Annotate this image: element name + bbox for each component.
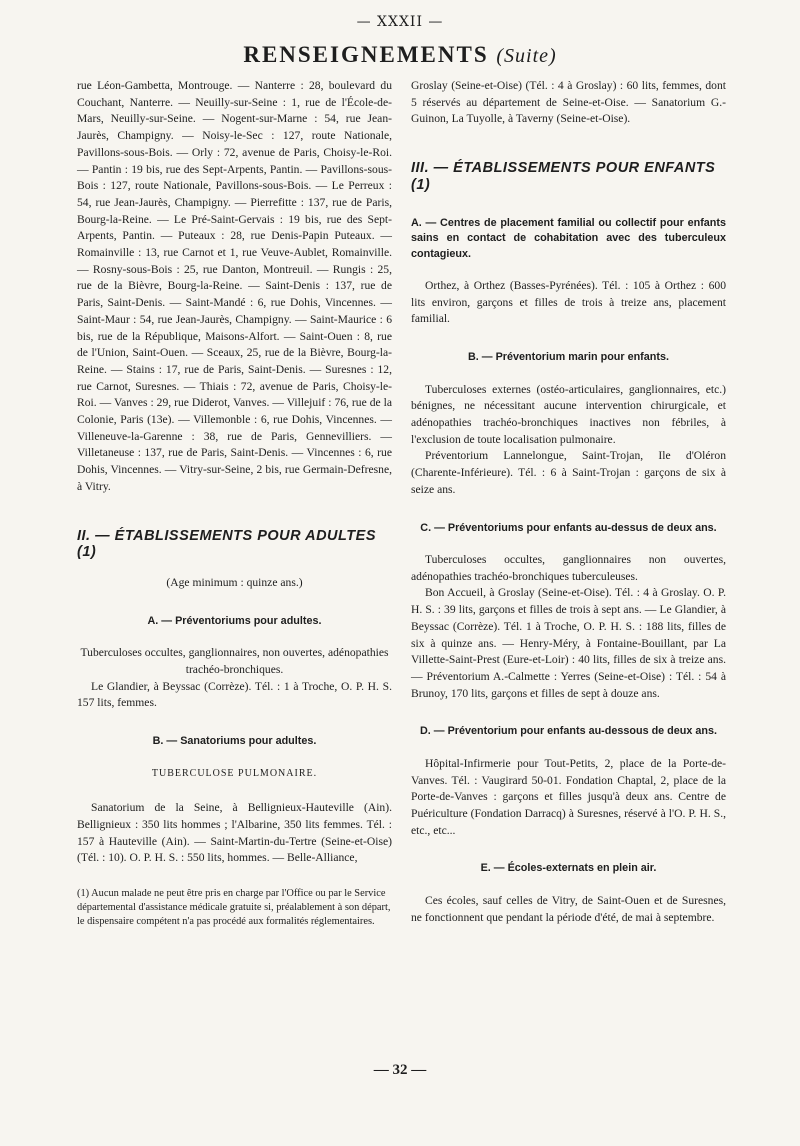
right-subsection-d-text: Hôpital-Infirmerie pour Tout-Petits, 2, place de la Porte-de-Vanves. Tél. : Vaugirard 50-01. Fondation Chaptal, 2, place de la Porte-de-Vanves : garçons et filles jusqu'à deux ans. Centre de Puériculture (Fondation Darracq) à Suresnes, réservé à l'O. P. H. S., etc., etc...	[411, 756, 726, 837]
right-subsection-b-description: Tuberculoses externes (ostéo-articulaires, ganglionnaires, etc.) bénignes, ne nécessitant aucune intervention chirurgicale, et adénopathies trachéo-bronchiques inactives non fébriles, à l'exclusion de toute localisation pulmonaire.	[411, 382, 726, 446]
right-intro-paragraph: Groslay (Seine-et-Oise) (Tél. : 4 à Groslay) : 60 lits, femmes, dont 5 réservés au département de Seine-et-Oise. — Sanatorium G.-Guinon, La Tuyolle, à Taverny (Seine-et-Oise).	[411, 79, 726, 126]
right-subsection-e-heading: E. — Écoles-externats en plein air.	[480, 862, 657, 875]
left-column	[77, 78, 392, 928]
right-subsection-b-heading: B. — Préventorium marin pour enfants.	[468, 351, 669, 364]
right-subsection-a-text: Orthez, à Orthez (Basses-Pyrénées). Tél. : 105 à Orthez : 600 lits environ, garçons et filles de trois à treize ans, placement familial.	[411, 279, 726, 326]
section-2-age: (Age minimum : quinze ans.)	[166, 575, 303, 589]
subsection-b-subtitle: TUBERCULOSE PULMONAIRE.	[151, 767, 318, 779]
right-subsection-b-item: Préventorium Lannelongue, Saint-Trojan, Ile d'Oléron (Charente-Inférieure). Tél. : 6 à Saint-Trojan : garçons de six à seize ans.	[411, 449, 726, 496]
section-2-heading: II. — ÉTABLISSEMENTS POUR ADULTES (1)	[77, 527, 376, 561]
title-suite: (Suite)	[496, 45, 557, 67]
page-title	[0, 42, 800, 68]
right-subsection-a-heading: A. — Centres de placement familial ou collectif pour enfants sains en contact de cohabitation avec des tuberculeux contagieux.	[411, 216, 726, 260]
subsection-a-description: Tuberculoses occultes, ganglionnaires, non ouvertes, adénopathies trachéo-bronchiques.	[80, 646, 389, 676]
subsection-a-item: Le Glandier, à Beyssac (Corrèze). Tél. : 1 à Troche, O. P. H. S. 157 lits, femmes.	[77, 679, 392, 710]
subsection-b-heading: B. — Sanatoriums pour adultes.	[152, 735, 317, 747]
subsection-a-heading: A. — Préventoriums pour adultes.	[147, 614, 322, 627]
page-roman-numeral: — XXXII —	[356, 14, 444, 30]
right-subsection-c-heading: C. — Préventoriums pour enfants au-dessus de deux ans.	[420, 521, 717, 534]
section-3-heading: III. — ÉTABLISSEMENTS POUR ENFANTS (1)	[411, 160, 716, 193]
left-intro-paragraph: rue Léon-Gambetta, Montrouge. — Nanterre : 28, boulevard du Couchant, Nanterre. — Neuilly-sur-Seine : 1, rue de l'École-de-Mars, Neuilly-sur-Seine. — Nogent-sur-Marne : 54, rue Jean-Jaurès, Champigny. — Noisy-le-Sec : 127, route Nationale, Pavillons-sous-Bois. — Orly : 72, avenue de Paris, Choisy-le-Roi. — Pantin : 19 bis, rue des Sept-Arpents, Pantin. — Pavillons-sous-Bois : 127, route Nationale, Pavillons-sous-Bois. — Le Perreux : 54, rue Jean-Jaurès, Champigny. — Pierrefitte : 137, rue de Paris, Bourg-la-Reine. — Le Pré-Saint-Gervais : 19 bis, rue des Sept-Arpents, Pantin. — Puteaux : 28, rue Denis-Papin Puteaux. — Romainville : 13, rue Carnot et 1, rue Veuve-Aublet, Romainville. — Rosny-sous-Bois : 25, rue Danton, Montreuil. — Rungis : 25, rue de la Bièvre, Bourg-la-Reine. — Saint-Denis : 137, rue de Paris, Saint-Denis. — Saint-Mandé : 6, rue Dohis, Vincennes. — Saint-Maur : 54, rue Jean-Jaurès, Champigny. — Saint-Maurice : 6 bis, rue de la République, Maisons-Alfort. — Saint-Ouen : 8, rue de l'Union, Saint-Ouen. — Sceaux, 25, rue de la Bièvre, Bourg-la-Reine. — Stains : 17, rue de Paris, Saint-Denis. — Suresnes : 12, rue Carnot, Suresnes. — Thiais : 72, avenue de Paris, Choisy-le-Roi. — Vanves : 29, rue Diderot, Vanves. — Villejuif : 76, rue de la Colonie, Paris (13e). — Villemonble : 6, rue Dohis, Vincennes. — Villeneuve-la-Garenne : 38, rue de Paris, Gennevilliers. — Villetaneuse : 137, rue de Paris, Saint-Denis. — Vincennes : 6, rue Dohis, Vincennes. — Vitry-sur-Seine, 2 bis, rue Germain-Defresne, à Vitry.	[77, 79, 392, 493]
right-subsection-c-item: Bon Accueil, à Groslay (Seine-et-Oise). Tél. : 4 à Groslay. O. P. H. S. : 39 lits, garçons et filles de trois à sept ans. — Le Glandier, à Beyssac (Corrèze). Tél. 1 à Troche, O. P. H. S. : 188 lits, filles de six à quinze ans. — Henry-Méry, à Fontaine-Bouillant, par La Villette-Saint-Prest (Eure-et-Loir) : 40 lits, filles de six à treize ans. — Préventorium A.-Calmette : Yerres (Seine-et-Oise) : Tél. : 54 à Brunoy, 170 lits, garçons et filles de sept à douze ans.	[411, 586, 726, 700]
footnote: (1) Aucun malade ne peut être pris en charge par l'Office ou par le Service départemental d'assistance médicale gratuite si, préalablement à son départ, le dispensaire compétent n'a pas procédé aux formalités réglementaires.	[77, 888, 391, 927]
right-column	[411, 78, 726, 926]
right-subsection-d-heading: D. — Préventorium pour enfants au-dessous de deux ans.	[420, 725, 717, 738]
right-subsection-c-description: Tuberculoses occultes, ganglionnaires non ouvertes, adénopathies trachéo-bronchiques tuberculeuses.	[411, 553, 726, 583]
right-subsection-e-text: Ces écoles, sauf celles de Vitry, de Saint-Ouen et de Suresnes, ne fonctionnent que pendant la période d'été, de mai à septembre.	[411, 893, 726, 924]
title-text: RENSEIGNEMENTS	[243, 42, 489, 67]
page-number: — 32 —	[373, 1062, 427, 1078]
subsection-b-text: Sanatorium de la Seine, à Bellignieux-Hauteville (Ain). Bellignieux : 350 lits hommes ; l'Albarine, 350 lits femmes. Tél. : 157 à Hauteville (Ain). — Saint-Martin-du-Tertre (Seine-et-Oise) (Tél. : 10). O. P. H. S. : 550 lits, hommes. — Belle-Alliance,	[77, 801, 392, 865]
